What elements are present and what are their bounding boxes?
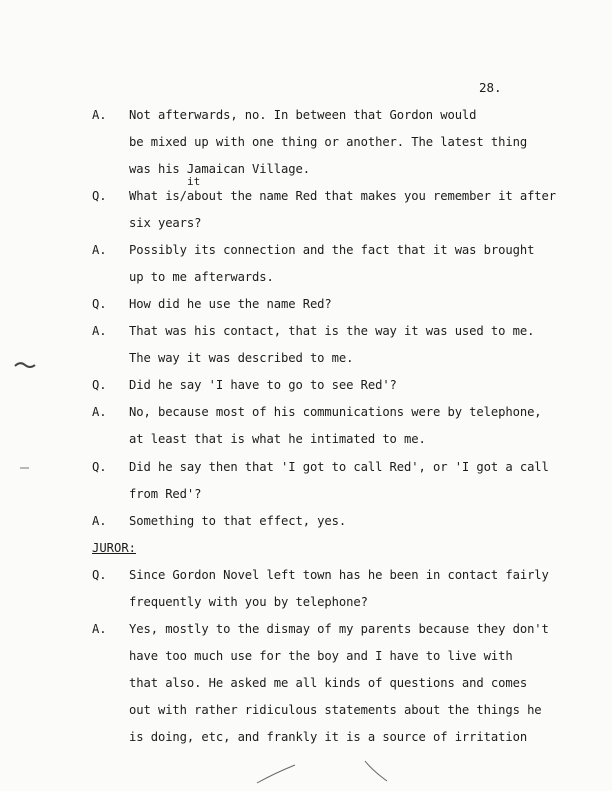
transcript-line: Something to that effect, yes. xyxy=(129,514,347,528)
transcript-line: be mixed up with one thing or another. The latest thing xyxy=(129,135,528,149)
bottom-pen-stroke xyxy=(255,755,395,787)
transcript-line: was his Jamaican Village. xyxy=(129,162,310,176)
transcript-line: six years? xyxy=(129,216,202,230)
speaker-label: A. xyxy=(92,622,107,636)
transcript-line: Possibly its connection and the fact that it was brought xyxy=(129,243,535,257)
transcript-line: is doing, etc, and frankly it is a source of irritation xyxy=(129,730,528,744)
section-label-juror: JUROR: xyxy=(92,541,137,555)
speaker-label: Q. xyxy=(92,189,107,203)
transcript-line: Did he say then that 'I got to call Red', or 'I got a call xyxy=(129,460,549,474)
speaker-label: A. xyxy=(92,243,107,257)
speaker-label: A. xyxy=(92,405,107,419)
speaker-label: Q. xyxy=(92,568,107,582)
transcript-line: that also. He asked me all kinds of questions and comes xyxy=(129,676,528,690)
handwritten-interlineation: it xyxy=(187,175,201,188)
transcript-line: How did he use the name Red? xyxy=(129,297,332,311)
speaker-label: A. xyxy=(92,324,107,338)
transcript-line: Not afterwards, no. In between that Gordon would xyxy=(129,108,477,122)
transcript-line: from Red'? xyxy=(129,487,202,501)
speaker-label: A. xyxy=(92,108,107,122)
transcript-line: No, because most of his communications were by telephone, xyxy=(129,405,542,419)
transcript-line: have too much use for the boy and I have to live with xyxy=(129,649,513,663)
page-number: 28. xyxy=(479,80,502,95)
transcript-line: What is/about the name Red that makes you remember it after xyxy=(129,189,557,203)
speaker-label: Q. xyxy=(92,460,107,474)
speaker-label: A. xyxy=(92,514,107,528)
transcript-line: The way it was described to me. xyxy=(129,351,354,365)
speaker-label: Q. xyxy=(92,297,107,311)
transcript-line: out with rather ridiculous statements about the things he xyxy=(129,703,542,717)
transcript-line: Since Gordon Novel left town has he been in contact fairly xyxy=(129,568,549,582)
margin-scribble-mark xyxy=(14,360,36,370)
speaker-label: Q. xyxy=(92,378,107,392)
margin-dash-mark xyxy=(20,466,30,470)
transcript-line: at least that is what he intimated to me. xyxy=(129,432,426,446)
transcript-line: That was his contact, that is the way it was used to me. xyxy=(129,324,535,338)
transcript-line: Did he say 'I have to go to see Red'? xyxy=(129,378,397,392)
transcript-line: up to me afterwards. xyxy=(129,270,274,284)
transcript-line: Yes, mostly to the dismay of my parents because they don't xyxy=(129,622,549,636)
transcript-line: frequently with you by telephone? xyxy=(129,595,368,609)
